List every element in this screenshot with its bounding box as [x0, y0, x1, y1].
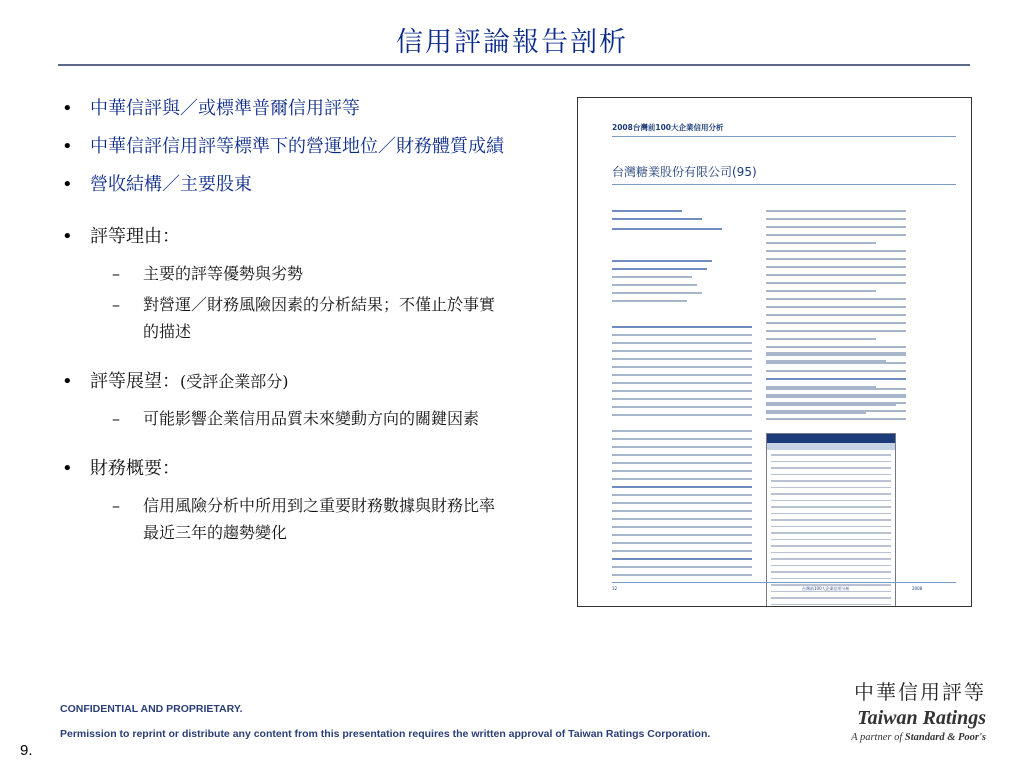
table-row	[771, 526, 891, 528]
text-line	[612, 558, 752, 560]
table-row	[771, 506, 891, 508]
text-line	[612, 292, 702, 294]
sub-bullet-item: – 信用風險分析中所用到之重要財務數據與財務比率最近三年的趨勢變化	[112, 496, 496, 542]
table-row	[771, 532, 891, 534]
bullet-item: • 中華信評信用評等標準下的營運地位／財務體質成績	[60, 132, 510, 162]
table-row	[771, 604, 891, 606]
text-line	[766, 322, 906, 324]
bullet-dot-icon: •	[62, 458, 73, 479]
table-row	[771, 578, 891, 580]
text-line	[612, 300, 687, 302]
permission-notice: Permission to reprint or distribute any content from this presentation requires the written approval of Taiwan Ratings Corporation.	[60, 728, 711, 740]
text-line	[766, 396, 906, 398]
table-row	[771, 597, 891, 599]
table-row	[771, 552, 891, 554]
text-line	[612, 534, 752, 536]
bullet-dot-icon: •	[62, 371, 73, 392]
table-row	[771, 513, 891, 515]
text-line	[766, 274, 906, 276]
text-line	[612, 438, 752, 440]
text-line	[766, 314, 906, 316]
text-line	[766, 210, 906, 212]
text-line	[612, 210, 682, 212]
logo-partner-line: A partner of Standard & Poor's	[851, 732, 986, 743]
text-line	[612, 326, 752, 328]
bullet-dot-icon: •	[62, 136, 73, 157]
slide-title: 信用評論報告剖析	[396, 27, 628, 58]
text-line	[612, 268, 707, 270]
text-line	[766, 412, 866, 414]
text-line	[612, 350, 752, 352]
text-line	[612, 478, 752, 480]
table-row	[771, 474, 891, 476]
report-financial-table	[766, 433, 896, 607]
text-line	[766, 282, 906, 284]
text-line	[612, 550, 752, 552]
text-line	[612, 462, 752, 464]
text-line	[612, 526, 752, 528]
bullet-item: • 營收結構／主要股東	[60, 170, 510, 200]
report-header: 2008台灣前100大企業信用分析	[612, 123, 724, 132]
text-line	[612, 566, 752, 568]
text-line	[612, 414, 752, 416]
sub-bullet-item: – 主要的評等優勢與劣勢	[112, 264, 304, 283]
page-number: 9.	[20, 742, 33, 759]
text-line	[766, 362, 906, 364]
text-line	[766, 404, 896, 406]
sub-bullet-item: – 對營運／財務風險因素的分析結果；不僅止於事實的描述	[112, 295, 496, 341]
text-line	[766, 226, 906, 228]
bullet-item: • 財務概要：	[60, 454, 510, 484]
text-line	[766, 298, 906, 300]
bullet-dot-icon: •	[62, 98, 73, 119]
text-line	[766, 306, 906, 308]
sub-bullet-item: – 可能影響企業信用品質未來變動方向的關鍵因素	[112, 409, 480, 428]
text-line	[612, 382, 752, 384]
logo-name-en: Taiwan Ratings	[857, 707, 986, 729]
text-line	[766, 330, 906, 332]
table-row	[771, 519, 891, 521]
text-line	[612, 218, 702, 220]
text-line	[766, 360, 886, 362]
text-line	[612, 366, 752, 368]
text-line	[766, 234, 906, 236]
taiwan-ratings-logo	[826, 680, 986, 743]
text-line	[612, 374, 752, 376]
report-company-name: 台灣糖業股份有限公司(95)	[612, 165, 757, 179]
text-line	[612, 342, 752, 344]
text-line	[612, 446, 752, 448]
text-line	[766, 418, 906, 420]
text-line	[612, 390, 752, 392]
text-line	[612, 574, 752, 576]
text-line	[766, 352, 906, 354]
table-row	[771, 545, 891, 547]
table-row	[771, 454, 891, 456]
text-line	[612, 358, 752, 360]
logo-name-zh: 中華信用評等	[854, 680, 986, 704]
text-line	[612, 518, 752, 520]
text-line	[766, 378, 906, 380]
text-line	[766, 338, 876, 340]
text-line	[612, 470, 752, 472]
table-row	[771, 565, 891, 567]
report-page-thumbnail: 2008台灣前100大企業信用分析 台灣糖業股份有限公司(95) 12 台灣前100大企業信用分析 2008	[577, 97, 972, 607]
text-line	[612, 334, 752, 336]
table-row	[771, 558, 891, 560]
text-line	[612, 406, 752, 408]
text-line	[612, 502, 752, 504]
text-line	[612, 228, 722, 230]
text-line	[766, 266, 906, 268]
bullet-item: • 評等展望：(受評企業部分)	[60, 367, 510, 397]
table-row	[771, 487, 891, 489]
text-line	[612, 542, 752, 544]
text-line	[766, 258, 906, 260]
text-line	[766, 242, 876, 244]
text-line	[766, 346, 906, 348]
bullet-dot-icon: •	[62, 174, 73, 195]
text-line	[766, 290, 876, 292]
text-line	[766, 250, 906, 252]
text-line	[766, 370, 906, 372]
table-row	[771, 500, 891, 502]
text-line	[612, 276, 692, 278]
text-line	[766, 354, 906, 356]
table-row	[771, 467, 891, 469]
bullet-list	[60, 94, 510, 546]
table-row	[771, 539, 891, 541]
table-row	[771, 480, 891, 482]
text-line	[612, 430, 752, 432]
text-line	[612, 494, 752, 496]
title-divider	[58, 64, 970, 66]
text-line	[612, 510, 752, 512]
text-line	[766, 218, 906, 220]
text-line	[612, 398, 752, 400]
table-row	[771, 493, 891, 495]
table-row	[771, 571, 891, 573]
text-line	[612, 260, 712, 262]
table-row	[771, 461, 891, 463]
text-line	[612, 454, 752, 456]
bullet-item: • 評等理由：	[60, 222, 510, 252]
bullet-dot-icon: •	[62, 226, 73, 247]
text-line	[766, 388, 906, 390]
bullet-item: • 中華信評與／或標準普爾信用評等	[60, 94, 510, 124]
text-line	[612, 486, 752, 488]
confidential-notice: CONFIDENTIAL AND PROPRIETARY.	[60, 703, 243, 715]
text-line	[612, 284, 697, 286]
